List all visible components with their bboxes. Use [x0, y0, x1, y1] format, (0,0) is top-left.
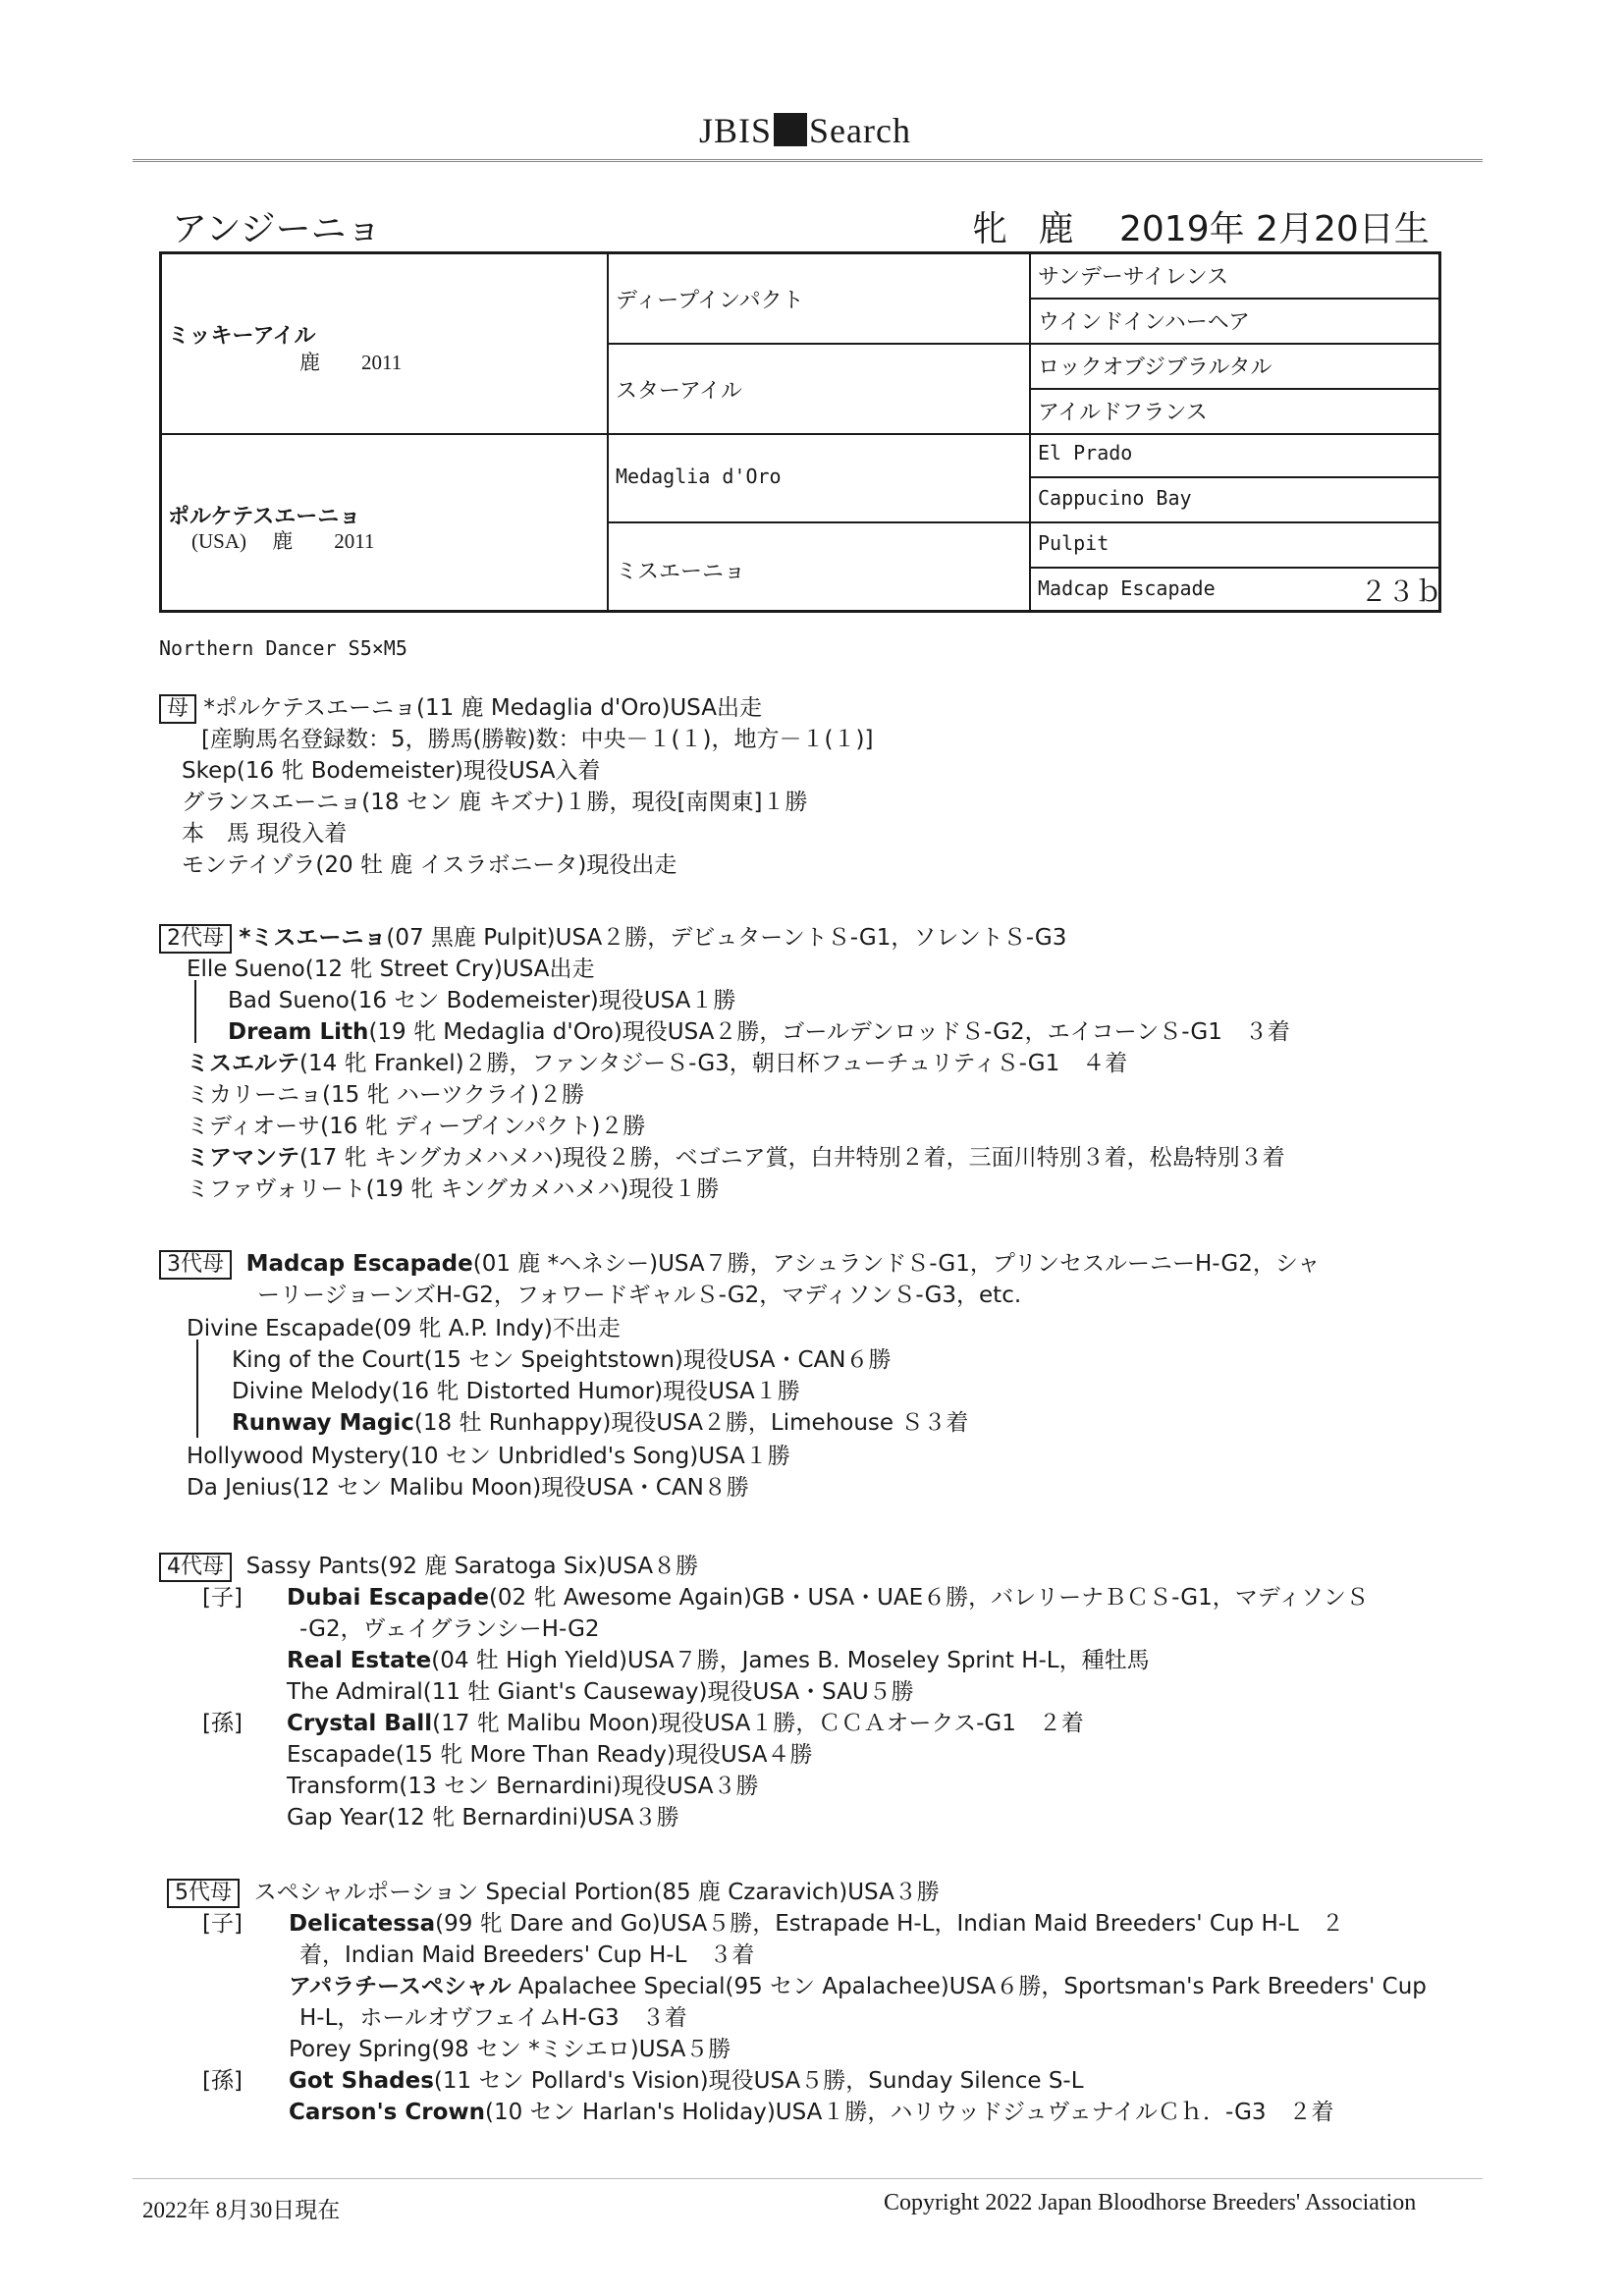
jbis-search-logo: JBIS Search	[699, 111, 911, 150]
ped-row-divider	[1029, 567, 1441, 569]
footer-copyright: Copyright 2022 Japan Bloodhorse Breeders' Association	[884, 2190, 1417, 2215]
list-item: Gap Year(12 牝 Bernardini)USA３勝	[287, 1805, 679, 1831]
family-branch-line	[194, 980, 196, 1043]
dam-dam: ミスエーニョ	[616, 560, 746, 584]
footer-divider	[133, 2178, 1483, 2179]
list-item: Delicatessa(99 牝 Dare and Go)USA５勝，Estrapade H-L，Indian Maid Breeders' Cup H-L ２	[289, 1911, 1344, 1937]
footer-date: 2022年 8月30日現在	[142, 2198, 341, 2222]
family-number: ２３ｂ	[1360, 575, 1443, 608]
pedigree-table	[159, 251, 1441, 613]
sire-dam: スターアイル	[616, 379, 742, 404]
list-item: King of the Court(15 セン Speightstown)現役USA・CAN６勝	[232, 1347, 892, 1373]
ped-row-divider	[1029, 476, 1441, 478]
list-item: Runway Magic(18 牡 Runhappy)現役USA２勝，Limehouse Ｓ３着	[232, 1410, 969, 1436]
list-item: Dubai Escapade(02 牝 Awesome Again)GB・USA・UAE６勝，バレリーナＢＣＳ-G1，マディソンＳ	[287, 1585, 1369, 1611]
g3-7: Pulpit	[1038, 531, 1110, 555]
list-item: 本 馬 現役入着	[182, 821, 348, 847]
horse-birth-date: 2019年 2月20日生	[1119, 209, 1430, 249]
list-item: グランスエーニョ(18 セン 鹿 キズナ)１勝，現役[南関東]１勝	[182, 790, 808, 815]
section-tag: 母	[159, 694, 196, 724]
section-dam: 母 *ポルケテスエーニョ(11 鹿 Medaglia d'Oro)USA出走	[159, 689, 762, 724]
grandchild-label: [孫]	[202, 1711, 243, 1736]
sire-detail: 鹿 2011	[299, 351, 403, 374]
section-tag: 3代母	[159, 1250, 232, 1280]
list-item: Elle Sueno(12 牝 Street Cry)USA出走	[187, 957, 595, 982]
list-item: Porey Spring(98 セン *ミシエロ)USA５勝	[289, 2037, 731, 2062]
list-item: Escapade(15 牝 More Than Ready)現役USA４勝	[287, 1742, 813, 1768]
header-divider	[133, 159, 1483, 162]
horse-name: アンジーニョ	[172, 209, 382, 249]
offspring-label: [子]	[202, 1585, 243, 1611]
list-item: Transform(13 セン Bernardini)現役USA３勝	[287, 1774, 759, 1799]
g3-3: ロックオブジブラルタル	[1038, 355, 1272, 380]
g3-6: Cappucino Bay	[1038, 486, 1192, 510]
list-item: Got Shades(11 セン Pollard's Vision)現役USA５勝，Sunday Silence S-L	[289, 2068, 1084, 2094]
ped-row-divider	[607, 343, 1441, 345]
list-item: ミカリーニョ(15 牝 ハーツクライ)２勝	[187, 1082, 584, 1108]
list-item: Carson's Crown(10 セン Harlan's Holiday)USA１勝，ハリウッドジュヴェナイルＣｈ．-G3 ２着	[289, 2100, 1334, 2125]
section-2nd-dam: 2代母 *ミスエーニョ(07 黒鹿 Pulpit)USA２勝，デビュターントＳ-G1，ソレントＳ-G3	[159, 919, 1066, 954]
list-item-continued: 着，Indian Maid Breeders' Cup H-L ３着	[299, 1942, 755, 1968]
section-tag: 2代母	[159, 924, 232, 954]
sire-sire: ディープインパクト	[616, 289, 804, 313]
inbreeding-note: Northern Dancer S5×M5	[159, 636, 407, 660]
list-item: Hollywood Mystery(10 セン Unbridled's Song)USA１勝	[187, 1444, 790, 1469]
list-item: Divine Escapade(09 牝 A.P. Indy)不出走	[187, 1316, 621, 1341]
dam-sire: Medaglia d'Oro	[616, 465, 782, 488]
family-branch-line	[196, 1339, 198, 1438]
horse-sex-color: 牝 鹿	[972, 209, 1084, 249]
list-item: Crystal Ball(17 牝 Malibu Moon)現役USA１勝，ＣＣＡオークス-G1 ２着	[287, 1711, 1084, 1736]
list-item: ミファヴォリート(19 牝 キングカメハメハ)現役１勝	[187, 1176, 720, 1202]
list-item: ミディオーサ(16 牝 ディープインパクト)２勝	[187, 1114, 646, 1139]
list-item: Divine Melody(16 牝 Distorted Humor)現役USA１勝	[232, 1379, 800, 1404]
list-item-continued: -G2，ヴェイグランシーH-G2	[299, 1616, 600, 1642]
g3-4: アイルドフランス	[1038, 401, 1208, 425]
list-item-continued: H-L，ホールオヴフェイムH-G3 ３着	[299, 2005, 687, 2031]
list-item: モンテイゾラ(20 牡 鹿 イスラボニータ)現役出走	[182, 852, 677, 878]
grandchild-label: [孫]	[202, 2068, 243, 2094]
ped-row-divider	[607, 521, 1441, 523]
ped-row-divider	[162, 433, 1438, 435]
section-tag: 5代母	[167, 1879, 240, 1908]
section-4th-dam: 4代母 Sassy Pants(92 鹿 Saratoga Six)USA８勝	[159, 1548, 698, 1582]
list-item: Dream Lith(19 牝 Medaglia d'Oro)現役USA２勝，ゴールデンロッドＳ-G2，エイコーンＳ-G1 ３着	[228, 1019, 1290, 1045]
g3-5: El Prado	[1038, 441, 1133, 465]
offspring-label: [子]	[202, 1911, 243, 1937]
list-item: The Admiral(11 牡 Giant's Causeway)現役USA・SAU５勝	[287, 1679, 914, 1705]
logo-horse-icon	[774, 113, 807, 146]
g3-1: サンデーサイレンス	[1038, 265, 1229, 290]
list-item: Real Estate(04 牡 High Yield)USA７勝，James B. Moseley Sprint H-L，種牡馬	[287, 1648, 1150, 1673]
list-item: アパラチースペシャル Apalachee Special(95 セン Apalachee)USA６勝，Sportsman's Park Breeders' Cup	[289, 1974, 1427, 1999]
section-5th-dam: 5代母 スペシャルポーション Special Portion(85 鹿 Czaravich)USA３勝	[167, 1874, 940, 1908]
ped-col-divider	[1029, 254, 1031, 610]
ped-row-divider	[1029, 388, 1441, 390]
dam-detail: (USA) 鹿 2011	[191, 529, 375, 553]
sire-name: ミッキーアイル	[168, 324, 316, 349]
list-item: Da Jenius(12 セン Malibu Moon)現役USA・CAN８勝	[187, 1475, 749, 1501]
ped-row-divider	[1029, 298, 1441, 300]
dam-offspring-summary: [産駒馬名登録数：5，勝馬(勝鞍)数：中央－１(１)，地方－１(１)]	[201, 727, 874, 752]
g3-8: Madcap Escapade	[1038, 576, 1216, 600]
list-item: ミスエルテ(14 牝 Frankel)２勝，ファンタジーＳ-G3，朝日杯フューチュリティＳ-G1 ４着	[187, 1051, 1128, 1076]
ped-col-divider	[607, 254, 609, 610]
list-item: Skep(16 牝 Bodemeister)現役USA入着	[182, 758, 601, 784]
list-item: ミアマンテ(17 牝 キングカメハメハ)現役２勝，ベゴニア賞，白井特別２着，三面川特別３着，松島特別３着	[187, 1145, 1285, 1171]
dam-name: ポルケテスエーニョ	[168, 505, 361, 529]
g3-2: ウインドインハーヘア	[1038, 310, 1251, 335]
section-tag: 4代母	[159, 1553, 232, 1582]
list-item-continued: ーリージョーンズH-G2，フォワードギャルＳ-G2，マディソンＳ-G3，etc.	[257, 1283, 1022, 1308]
list-item: Bad Sueno(16 セン Bodemeister)現役USA１勝	[228, 988, 736, 1013]
section-3rd-dam: 3代母 Madcap Escapade(01 鹿 *ヘネシー)USA７勝，アシュランドＳ-G1，プリンセスルーニーH-G2，シャ	[159, 1245, 1320, 1280]
